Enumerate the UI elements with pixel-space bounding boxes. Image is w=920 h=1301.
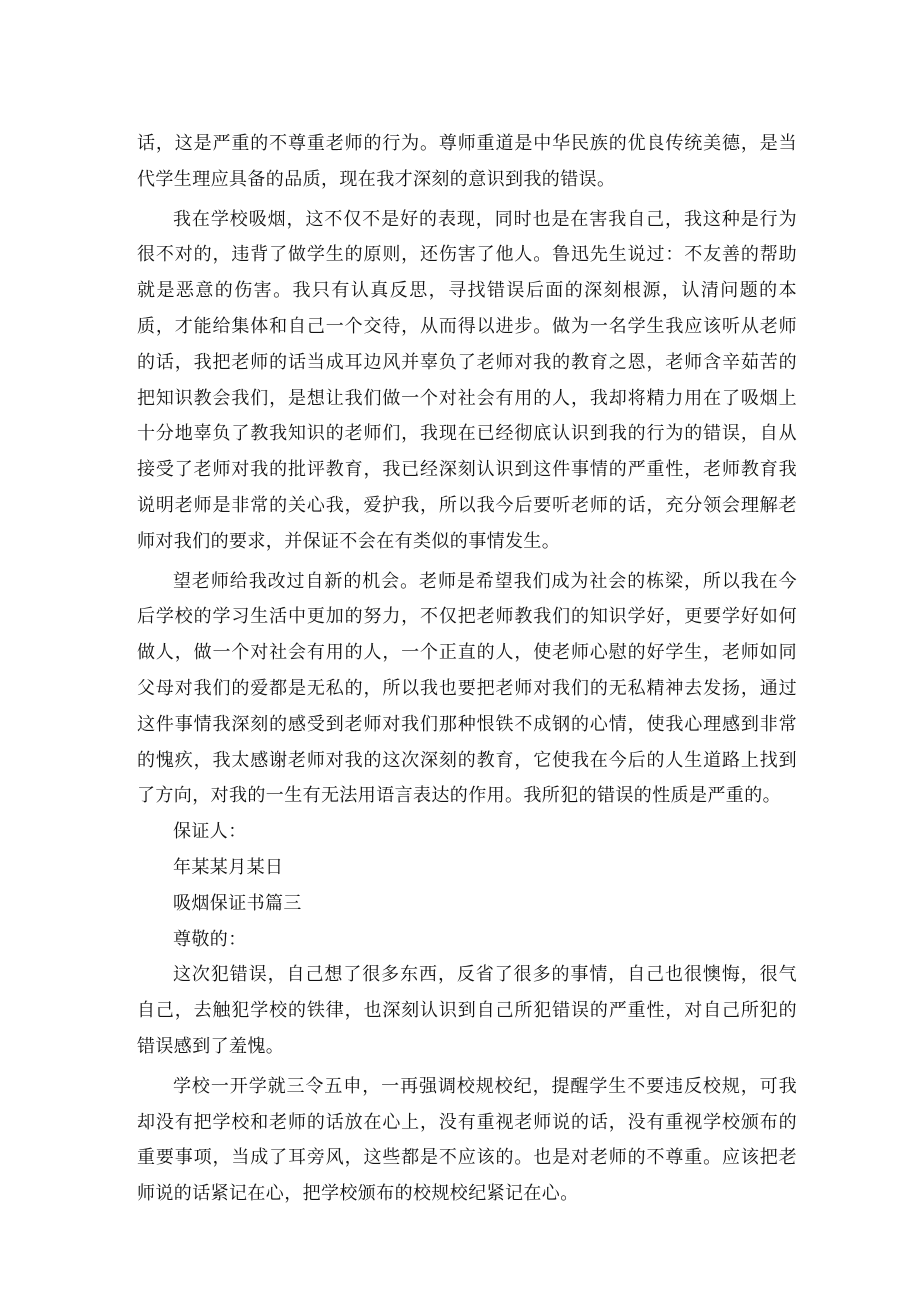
paragraph-1: 话，这是严重的不尊重老师的行为。尊师重道是中华民族的优良传统美德，是当代学生理应具备的品质，现在我才深刻的意识到我的错误。 bbox=[137, 133, 797, 190]
paragraph-2: 我在学校吸烟，这不仅不是好的表现，同时也是在害我自己，我这种是行为很不对的，违背了做学生的原则，还伤害了他人。鲁迅先生说过：不友善的帮助就是恶意的伤害。我只有认真反思，寻找错误后面的深刻根源，认清问题的本质，才能给集体和自己一个交待，从而得以进步。做为一名学生我应该听从老师的话，我把老师的话当成耳边风并辜负了老师对我的教育之恩，老师含辛茹苦的把知识教会我们，是想让我们做一个对社会有用的人，我却将精力用在了吸烟上十分地辜负了教我知识的老师们，我现在已经彻底认识到我的行为的错误，自从接受了老师对我的批评教育，我已经深刻认识到这件事情的严重性，老师教育我说明老师是非常的关心我，爱护我，所以我今后要听老师的话，充分领会理解老师对我们的要求，并保证不会在有类似的事情发生。 bbox=[137, 208, 797, 552]
date-line: 年某某月某日 bbox=[173, 856, 284, 878]
section-title: 吸烟保证书篇三 bbox=[173, 892, 302, 914]
salutation: 尊敬的： bbox=[173, 928, 247, 950]
paragraph-4: 这次犯错误，自己想了很多东西，反省了很多的事情，自己也很懊悔，很气自己，去触犯学校的铁律，也深刻认识到自己所犯错误的严重性，对自己所犯的错误感到了羞愧。 bbox=[137, 964, 797, 1057]
paragraph-5: 学校一开学就三令五申，一再强调校规校纪，提醒学生不要违反校规，可我却没有把学校和老师的话放在心上，没有重视老师说的话，没有重视学校颁布的重要事项，当成了耳旁风，这些都是不应该的。也是对老师的不尊重。应该把老师说的话紧记在心，把学校颁布的校规校纪紧记在心。 bbox=[137, 1075, 797, 1205]
document-page bbox=[137, 126, 797, 1212]
guarantor-label: 保证人： bbox=[173, 821, 247, 843]
paragraph-3: 望老师给我改过自新的机会。老师是希望我们成为社会的栋梁，所以我在今后学校的学习生活中更加的努力，不仅把老师教我们的知识学好，更要学好如何做人，做一个对社会有用的人，一个正直的人，使老师心慰的好学生，老师如同父母对我们的爱都是无私的，所以我也要把老师对我们的无私精神去发扬，通过这件事情我深刻的感受到老师对我们那种恨铁不成钢的心情，使我心理感到非常的愧疚，我太感谢老师对我的这次深刻的教育，它使我在今后的人生道路上找到了方向，对我的一生有无法用语言表达的作用。我所犯的错误的性质是严重的。 bbox=[137, 570, 797, 807]
